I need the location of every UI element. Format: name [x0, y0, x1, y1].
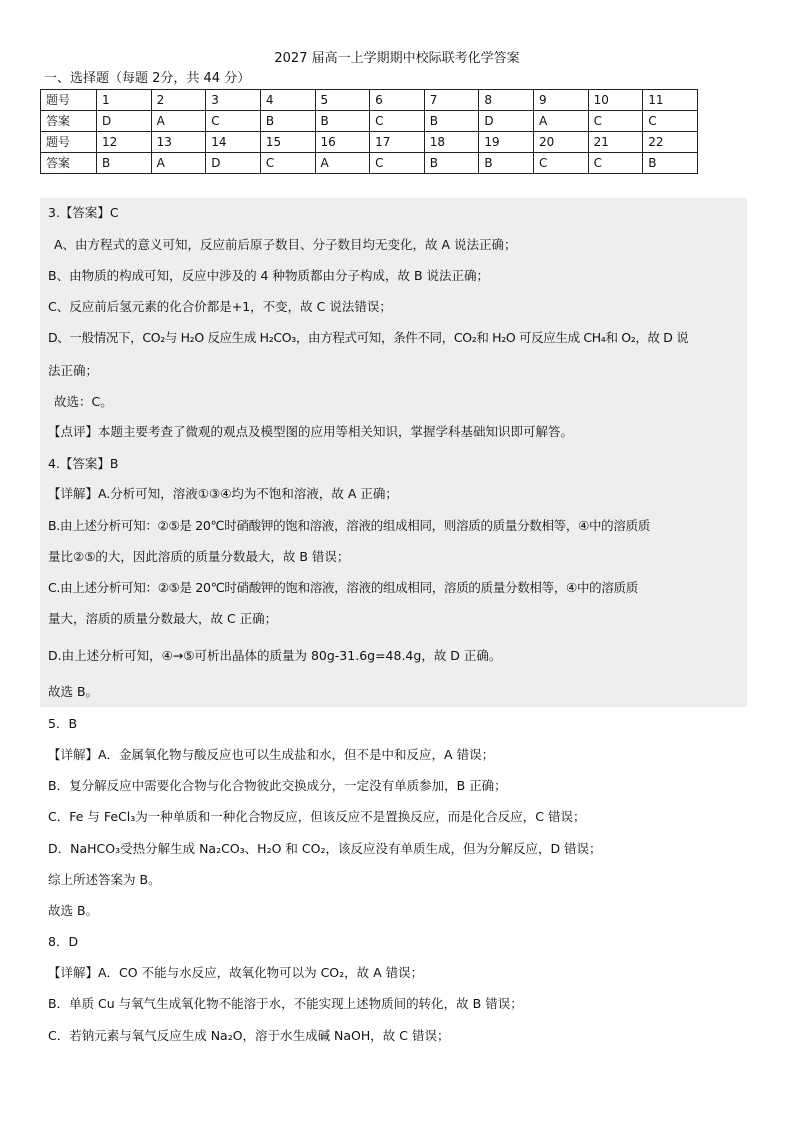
- row-header-cell: 题号: [41, 132, 97, 153]
- table-cell: 2: [151, 90, 206, 111]
- table-cell: C: [260, 153, 315, 174]
- q4-detail-c-line2: 量大，溶质的质量分数最大，故 C 正确；: [48, 611, 278, 626]
- table-cell: 21: [588, 132, 643, 153]
- table-row-question-numbers: [41, 132, 698, 153]
- table-cell: 5: [315, 90, 370, 111]
- q3-option-d-line2: 法正确；: [48, 363, 99, 378]
- q8-detail-a: 【详解】A．CO 不能与水反应，故氧化物可以为 CO₂，故 A 错误；: [48, 965, 424, 980]
- table-cell: 16: [315, 132, 370, 153]
- table-cell: C: [370, 111, 425, 132]
- q3-option-c: C、反应前后氢元素的化合价都是+1，不变，故 C 说法错误；: [48, 299, 392, 314]
- table-cell: 4: [260, 90, 315, 111]
- table-cell: B: [643, 153, 698, 174]
- table-cell: A: [534, 111, 589, 132]
- table-cell: 22: [643, 132, 698, 153]
- table-cell: B: [315, 111, 370, 132]
- table-cell: 17: [370, 132, 425, 153]
- q5-choice: 故选 B。: [48, 903, 99, 918]
- table-row-answers: [41, 111, 698, 132]
- table-cell: 15: [260, 132, 315, 153]
- table-cell: 7: [424, 90, 479, 111]
- table-cell: D: [97, 111, 152, 132]
- q4-detail-c-line1: C.由上述分析可知：②⑤是 20℃时硝酸钾的饱和溶液，溶液的组成相同，溶质的质量分数相等，④中的溶质质: [48, 580, 638, 595]
- table-cell: 8: [479, 90, 534, 111]
- table-cell: B: [479, 153, 534, 174]
- row-header-cell: 题号: [41, 90, 97, 111]
- table-cell: 11: [643, 90, 698, 111]
- q3-choice: 故选：C。: [54, 394, 113, 409]
- table-cell: 20: [534, 132, 589, 153]
- table-cell: 14: [206, 132, 261, 153]
- table-cell: 18: [424, 132, 479, 153]
- table-row-answers: [41, 153, 698, 174]
- document-title: 2027 届高一上学期期中校际联考化学答案: [274, 51, 520, 66]
- table-cell: D: [206, 153, 261, 174]
- table-cell: B: [424, 153, 479, 174]
- q5-detail-c: C．Fe 与 FeCl₃为一种单质和一种化合物反应，但该反应不是置换反应，而是化合反应，C 错误；: [48, 809, 586, 824]
- q8-heading: 8．D: [48, 934, 79, 949]
- q3-heading: 3.【答案】C: [48, 205, 119, 220]
- table-cell: 6: [370, 90, 425, 111]
- q5-heading: 5．B: [48, 716, 78, 731]
- table-cell: B: [260, 111, 315, 132]
- table-cell: C: [534, 153, 589, 174]
- answer-table: [40, 89, 698, 174]
- table-cell: B: [97, 153, 152, 174]
- q4-detail-b-line1: B.由上述分析可知：②⑤是 20℃时硝酸钾的饱和溶液，溶液的组成相同，则溶质的质量分数相等，④中的溶质质: [48, 518, 650, 533]
- q3-option-a: A、由方程式的意义可知，反应前后原子数目、分子数目均无变化，故 A 说法正确；: [54, 237, 517, 252]
- table-cell: A: [151, 111, 206, 132]
- table-cell: 1: [97, 90, 152, 111]
- q5-summary: 综上所述答案为 B。: [48, 872, 161, 887]
- table-cell: C: [588, 111, 643, 132]
- q4-heading: 4.【答案】B: [48, 456, 119, 471]
- q4-choice: 故选 B。: [48, 684, 99, 699]
- section-heading-choice: 一、选择题（每题 2分，共 44 分）: [44, 71, 251, 86]
- q4-detail-d: D.由上述分析可知，④→⑤可析出晶体的质量为 80g-31.6g=48.4g，故 D 正确。: [48, 648, 502, 663]
- q4-detail-b-line2: 量比②⑤的大，因此溶质的质量分数最大，故 B 错误；: [48, 549, 350, 564]
- q5-detail-b: B．复分解反应中需要化合物与化合物彼此交换成分，一定没有单质参加，B 正确；: [48, 778, 507, 793]
- table-cell: C: [206, 111, 261, 132]
- q3-option-b: B、由物质的构成可知，反应中涉及的 4 种物质都由分子构成，故 B 说法正确；: [48, 268, 489, 283]
- row-header-cell: 答案: [41, 153, 97, 174]
- table-cell: 3: [206, 90, 261, 111]
- table-cell: C: [588, 153, 643, 174]
- table-cell: 9: [534, 90, 589, 111]
- table-cell: 13: [151, 132, 206, 153]
- table-cell: A: [315, 153, 370, 174]
- q4-detail-a: 【详解】A.分析可知，溶液①③④均为不饱和溶液，故 A 正确；: [48, 486, 398, 501]
- table-cell: 12: [97, 132, 152, 153]
- table-cell: C: [643, 111, 698, 132]
- q8-detail-b: B．单质 Cu 与氧气生成氧化物不能溶于水，不能实现上述物质间的转化，故 B 错误；: [48, 996, 523, 1011]
- table-cell: 19: [479, 132, 534, 153]
- q3-option-d-line1: D、一般情况下，CO₂与 H₂O 反应生成 H₂CO₃，由方程式可知，条件不同，CO₂和 H₂O 可反应生成 CH₄和 O₂，故 D 说: [48, 330, 689, 345]
- table-cell: D: [479, 111, 534, 132]
- table-cell: 10: [588, 90, 643, 111]
- q3-comment: 【点评】本题主要考查了微观的观点及模型图的应用等相关知识，掌握学科基础知识即可解答。: [48, 424, 574, 439]
- table-row-question-numbers: [41, 90, 698, 111]
- table-cell: A: [151, 153, 206, 174]
- row-header-cell: 答案: [41, 111, 97, 132]
- q5-detail-d: D．NaHCO₃受热分解生成 Na₂CO₃、H₂O 和 CO₂，该反应没有单质生成，但为分解反应，D 错误；: [48, 841, 602, 856]
- table-cell: C: [370, 153, 425, 174]
- table-cell: B: [424, 111, 479, 132]
- q8-detail-c: C．若钠元素与氧气反应生成 Na₂O，溶于水生成碱 NaOH，故 C 错误；: [48, 1028, 450, 1043]
- q5-detail-a: 【详解】A．金属氧化物与酸反应也可以生成盐和水，但不是中和反应，A 错误；: [48, 747, 495, 762]
